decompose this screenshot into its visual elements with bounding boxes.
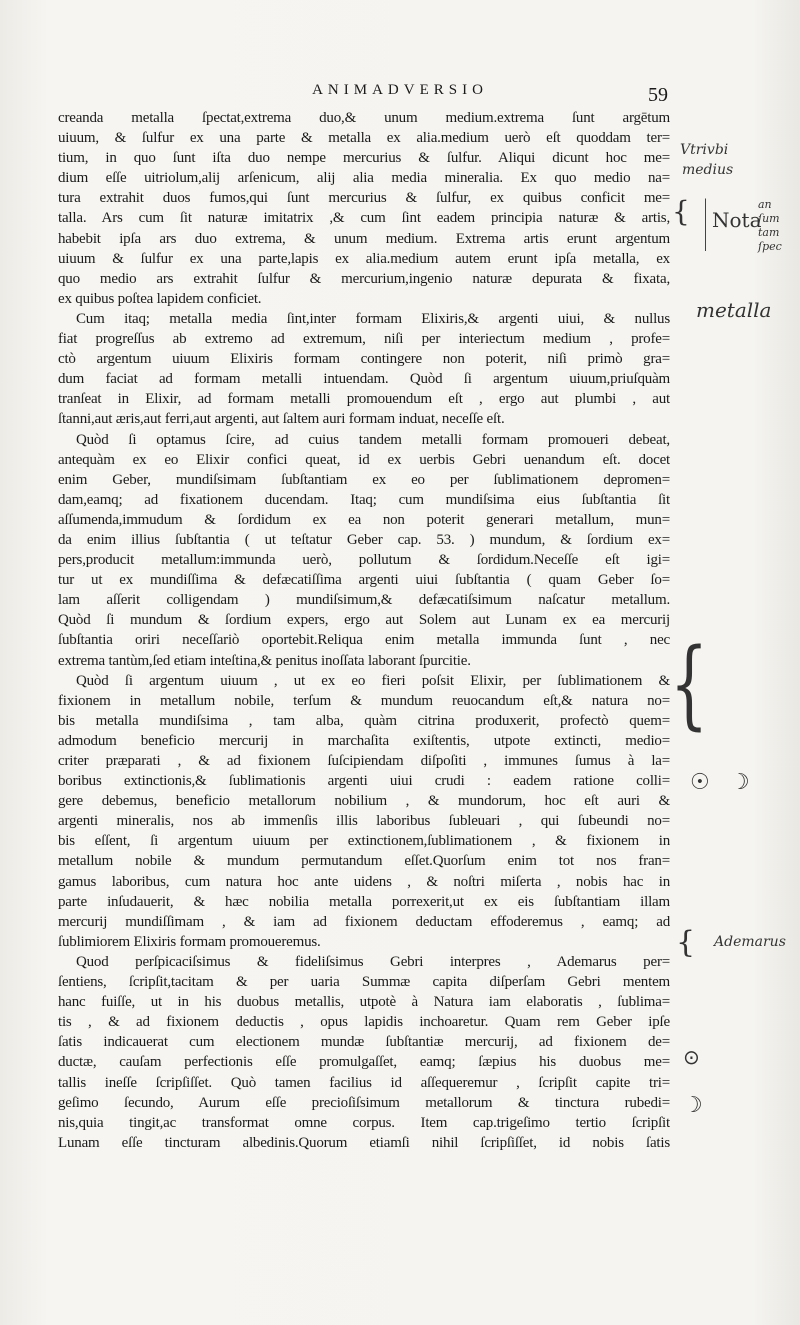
text-line: ſentiens, ſcripſit,tacitam & per uaria Summæ capita diſperſam Gebri mentem <box>58 974 670 991</box>
margin-note-small-3: tam <box>758 226 780 239</box>
text-line: uiuum, & ſulfur ex una parte & metalla ex alia.medium uerò eſt quoddam ter= <box>58 130 670 147</box>
text-line: gere debemus, beneficio metallorum nobilium , & mundorum, hoc eſt auri & <box>58 793 670 810</box>
text-line: ex quibus poſtea lapidem conficiet. <box>58 290 262 307</box>
text-line: lam aſſerit colligendam ) mundiſsimum,& defæcatiſsimum naſcatur metallum. <box>58 592 670 609</box>
margin-note-medius: medius <box>682 162 734 178</box>
margin-note-small-2: ſum <box>758 212 780 225</box>
text-line: criter præparati , & ad fixionem ſuſcipiendam diſpoſiti , immunes ſumus à la= <box>58 753 670 769</box>
moon-symbol-icon: ☽ <box>730 770 750 795</box>
text-line: Quòd ſi mundum & ſordium expers, ergo aut Solem aut Lunam ex ea mercurij <box>58 612 670 629</box>
text-line: nis,quia tingit,ac transformat omne corpus. Item cap.trigeſimo tertio ſcripſit <box>58 1114 670 1131</box>
text-line: extrema tantùm,ſed etiam inteſtina,& penitus inoſſata laborant ſpurcitie. <box>58 652 471 669</box>
text-line: Quòd ſi optamus ſcire, ad cuius tandem metalli formam promoueri debeat, <box>76 431 670 448</box>
text-line: ſublimiorem Elixiris formam promoueremus. <box>58 933 321 950</box>
text-line: admodum beneficio mercurij in marchaſita exiſtentis, utpote extincti, medio= <box>58 732 670 749</box>
text-line: argenti mineralis, nos ab immenſis illis laboribus ſubleuari , qui ſubeundi no= <box>58 813 670 830</box>
margin-note-ademarus: Ademarus <box>714 934 786 950</box>
moon-symbol-icon-2: ☽ <box>683 1093 703 1118</box>
text-line: metallum nobile & mundum permutandum eſſet.Quorſum enim tot nos fran= <box>58 853 670 870</box>
text-line: tranſeat in Elixir, ad formam metalli promouendum eſt , ergo aut plumbi , aut <box>58 391 670 408</box>
text-line: tura extrahit duos fumos,qui ſunt mercurius & ſulfur, ex quibus conficit me= <box>58 190 670 207</box>
text-line: ctò argentum uiuum Elixiris formam contingere non poterit, niſi primò gra= <box>58 351 670 368</box>
text-line: enim Geber, mundiſsimam ſubſtantiam ex eo per ſublimationem depromen= <box>58 471 670 488</box>
margin-note-small-1: an <box>758 198 772 211</box>
running-head: ANIMADVERSIO <box>312 82 488 98</box>
text-line: boribus extinctionis,& ſublimationis argenti uiui crudi : eadem ratione colli= <box>58 773 670 790</box>
body-text <box>58 108 670 1153</box>
text-line: dum faciat ad formam metalli intuendam. Quòd ſi argentum uiuum,priuſquàm <box>58 371 670 388</box>
margin-brace-2: { <box>670 629 709 741</box>
text-line: geſimo ſecundo, Aurum eſſe precioſiſsimum metallorum & tinctura rubedi= <box>58 1094 670 1111</box>
text-line: bis eſſent, ſi argentum uiuum per extinctionem,ſublimationem , & fixionem in <box>58 833 670 850</box>
text-line: habebit ipſa ars duo extrema, & unum medium. Extrema artis erunt argentum <box>58 230 670 247</box>
text-line: tur ut ex mundiſſima & defæcatiſſima argenti uiui ſubſtantia ( quam Geber ſo= <box>58 572 670 589</box>
text-line: mercurij mundiſſimam , & iam ad fixionem deductam effoderemus , eamq; ad <box>58 913 670 930</box>
text-line: antequàm ex eo Elixir confici queat, id ex uerbis Gebri uenandum eſt. docet <box>58 451 670 468</box>
text-line: dium eſſe uitriolum,alij arſenicum, alij alia media mineralia. Ex quo medio na= <box>58 170 670 187</box>
text-line: tallis ineſſe ſcripſiſſet. Quò tamen facilius id aſſequeremur , ſcripſit capite tri= <box>58 1074 670 1091</box>
text-line: ſtanni,aut æris,aut ferri,aut argenti, aut ſaltem auri formam induat, neceſſe eſt. <box>58 411 505 428</box>
text-line: Lunam eſſe tincturam albedinis.Quorum etiamſi nihil ſcripſiſſet, id nobis ſatis <box>58 1134 670 1151</box>
text-line: hanc fuiſſe, ut in his duobus metallis, utpotè à Natura iam elaboratis , ſublima= <box>58 994 670 1011</box>
text-line: fiat progreſſus ab extremo ad extremum, niſi per interiectum medium , profe= <box>58 331 670 348</box>
text-line: ductæ, cauſam perfectionis eſſe promulgaſſet, eamq; ſæpius his duobus me= <box>58 1054 670 1071</box>
gold-symbol-icon-2: ⊙ <box>683 1045 700 1069</box>
margin-note-small-4: ſpec <box>758 240 782 253</box>
page-number: 59 <box>648 84 668 106</box>
text-line: creanda metalla ſpectat,extrema duo,& unum medium.extrema ſunt argētum <box>58 110 670 126</box>
text-line: tis , & ad fixionem deductis , opus lapidis inchoaretur. Quam rem Geber ipſe <box>58 1014 670 1031</box>
margin-note-nota: Nota <box>712 208 762 232</box>
text-line: da enim illius ſubſtantia ( ut teſtatur Geber cap. 53. ) mundum, & ſordium ex= <box>58 531 670 548</box>
text-line: parte inſudauerit, & hæc nobilia metalla porrexerit,ut ex eis ſubſtantiam illam <box>58 893 670 910</box>
text-line: pers,producit metallum:immunda uerò, pollutum & ſordidum.Neceſſe eſt igi= <box>58 552 670 569</box>
text-line: uiuum & ſulfur ex una parte,lapis ex alia.medium autem erunt ipſa metalla, ex <box>58 250 670 267</box>
text-line: aſſumenda,immudum & ſordidum ex ea non poterit generari metallum, mun= <box>58 511 670 528</box>
gold-symbol-icon: ☉ <box>690 770 710 795</box>
text-line: talla. Ars cum ſit naturæ imitatrix ,& cum ſint eadem principia naturæ & artis, <box>58 210 670 227</box>
margin-note-utrubi: Vtrivbi <box>680 142 729 158</box>
text-line: Quod perſpicaciſsimus & fideliſsimus Gebri interpres , Ademarus per= <box>76 953 670 970</box>
text-line: gamus laboribus, cum natura hoc ante uidens , & noſtri miſerta , nobis hac in <box>58 873 670 890</box>
margin-brace-3: { <box>676 925 696 960</box>
text-line: quo medio ars extrahit ſulfur & mercurium,ingenio naturæ depurata & fixata, <box>58 270 670 287</box>
text-line: fixionem in metallum nobile, terſum & mundum reuocandum eſt,& natura no= <box>58 692 670 709</box>
text-line: ſubſtantia oriri neceſſariò oportebit.Reliqua enim metalla immunda ſunt , nec <box>58 632 670 649</box>
margin-brace: { <box>672 195 690 228</box>
text-line: Quòd ſi argentum uiuum , ut ex eo fieri poſsit Elixir, per ſublimationem & <box>76 672 670 689</box>
text-line: dam,eamq; ad fixationem ducendam. Itaq; cum mundiſsima eius ſubſtantia ſit <box>58 491 670 508</box>
margin-note-metalla: metalla <box>696 298 772 322</box>
text-line: ſatis indicauerat cum electionem mundæ ſubſtantiæ mercurij, ad fixionem de= <box>58 1034 670 1051</box>
text-line: Cum itaq; metalla media ſint,inter formam Elixiris,& argenti uiui, & nullus <box>76 310 670 327</box>
text-line: bis metalla mundiſsima , tam alba, quàm citrina produxerit, profectò quem= <box>58 712 670 729</box>
text-line: tium, in quo ſunt iſta duo nempe mercurius & ſulfur. Aliqui dicunt hoc me= <box>58 150 670 167</box>
